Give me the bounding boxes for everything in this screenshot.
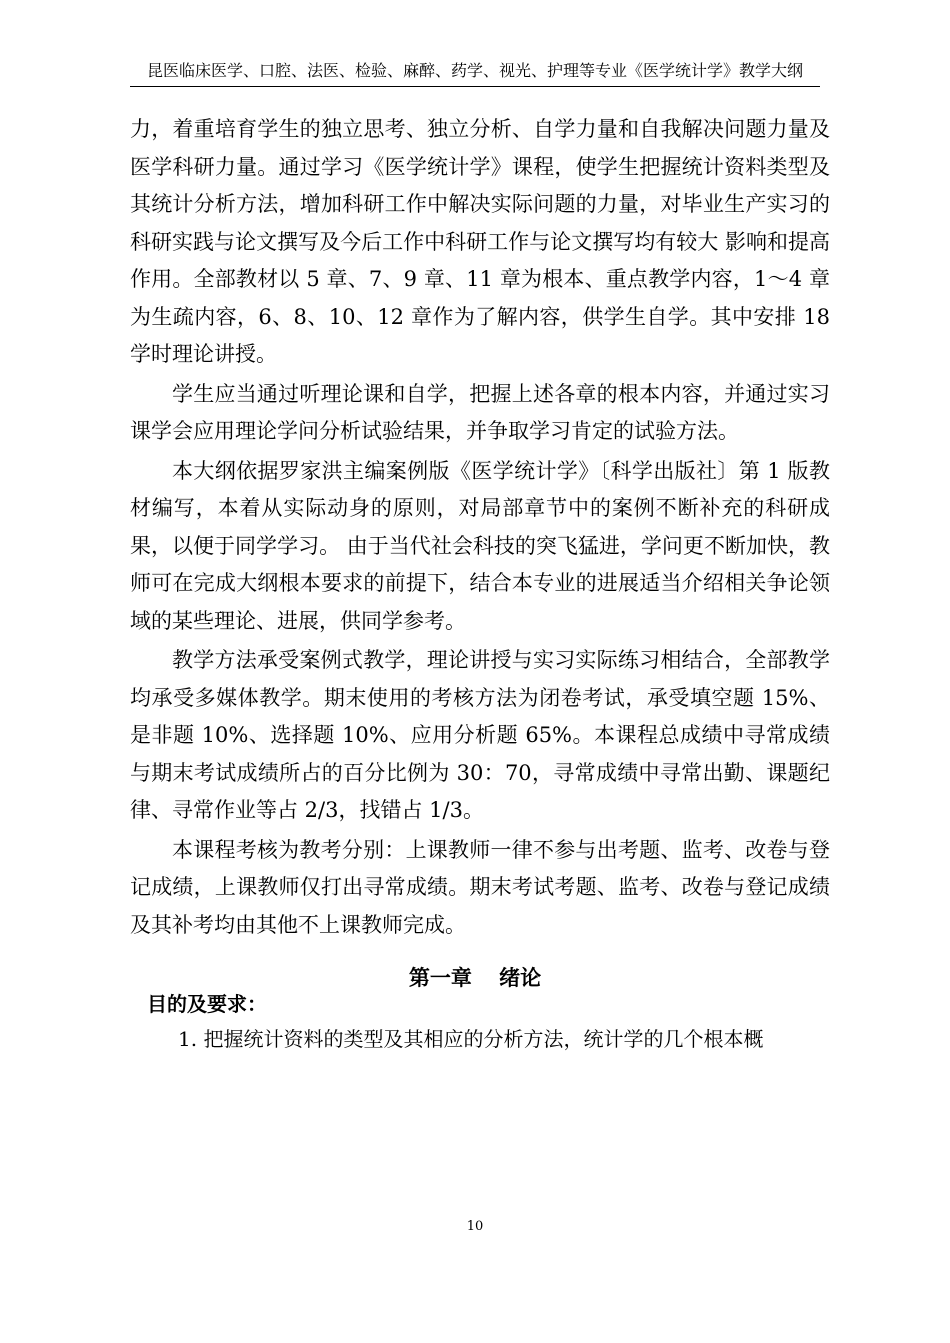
paragraph-intro-continued: 力，着重培育学生的独立思考、独立分析、自学力量和自我解决问题力量及医学科研力量。通过学习《医学统计学》课程，使学生把握统计资料类型及其统计分析方法，增加科研工作中解决实际问题的力量，对毕业生产实习的科研实践与论文撰写及今后工作中科研工作与论文撰写均有较大 影响和提高作用。全部教材以 5 章、7、9 章、11 章为根本、重点教学内容，1～4 章为生疏内容，6、8、10、12 章作为了解内容，供学生自学。其中安排 18 学时理论讲授。 <box>130 117 830 366</box>
section-heading: 目的及要求： <box>147 992 267 1016</box>
paragraph-teaching-method: 教学方法承受案例式教学，理论讲授与实习实际练习相结合，全部教学均承受多媒体教学。期末使用的考核方法为闭卷考试，承受填空题 15%、是非题 10%、选择题 10%、应用分析题 65%。本课程总成绩中寻常成绩与期末考试成绩所占的百分比例为 30：70，寻常成绩中寻常出勤、课题纪律、寻常作业等占 2/3，找错占 1/3。 <box>130 648 830 822</box>
paragraph-assessment: 本课程考核为教考分别：上课教师一律不参与出考题、监考、改卷与登记成绩，上课教师仅打出寻常成绩。期末考试考题、监考、改卷与登记成绩及其补考均由其他不上课教师完成。 <box>130 837 830 937</box>
header-rule <box>130 86 820 87</box>
list-item: 1. 把握统计资料的类型及其相应的分析方法，统计学的几个根本概 <box>178 1027 764 1051</box>
chapter-title: 第一章 绪论 <box>408 966 542 990</box>
page-number: 10 <box>466 1219 484 1234</box>
paragraph-textbook-basis: 本大纲依据罗家洪主编案例版《医学统计学》〔科学出版社〕第 1 版教材编写，本着从实际动身的原则，对局部章节中的案例不断补充的科研成果，以便于同学学习。 由于当代社会科技的突飞猛进，学问更不断加快，教师可在完成大纲根本要求的前提下，结合本专业的进展适当介绍相关争论领域的某些理论、进展，供同学参考。 <box>130 458 830 633</box>
body-text <box>130 111 830 946</box>
paragraph-study-requirements: 学生应当通过听理论课和自学，把握上述各章的根本内容，并通过实习课学会应用理论学问分析试验结果，并争取学习肯定的试验方法。 <box>130 381 830 443</box>
running-header: 昆医临床医学、口腔、法医、检验、麻醉、药学、视光、护理等专业《医学统计学》教学大纲 <box>146 61 803 80</box>
